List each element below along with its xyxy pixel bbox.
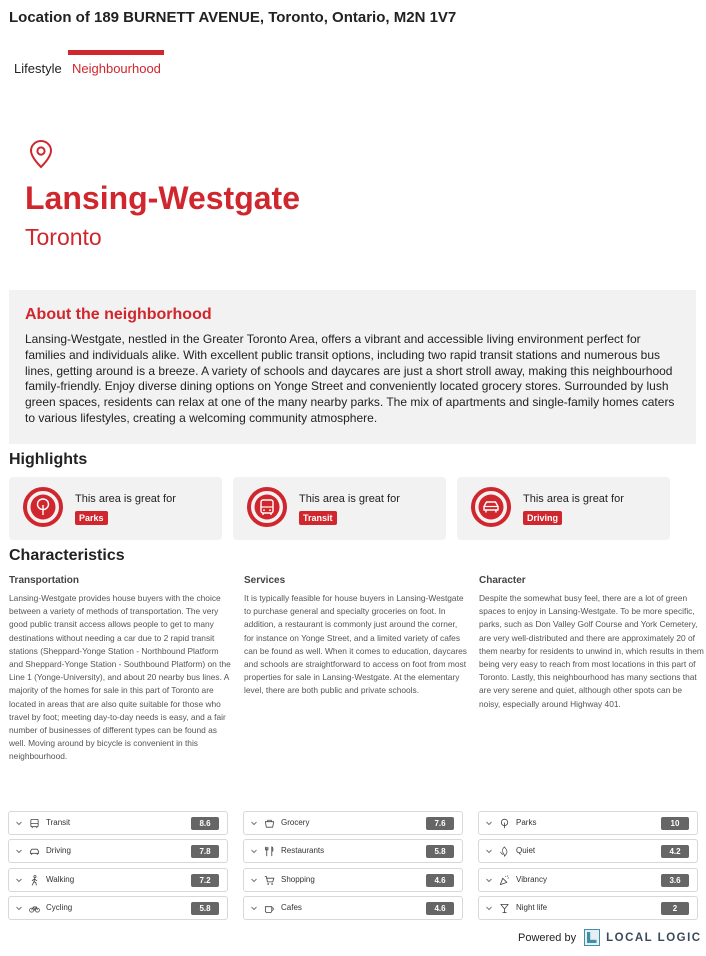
score-row-transit[interactable] xyxy=(8,811,228,835)
chevron-down-icon xyxy=(485,847,493,855)
car-icon xyxy=(470,486,512,528)
score-row-parks[interactable] xyxy=(478,811,698,835)
chevron-down-icon xyxy=(485,819,493,827)
score-label: Cafes xyxy=(281,903,302,912)
characteristics-column-character xyxy=(479,575,704,711)
score-label: Grocery xyxy=(281,818,310,827)
score-value: 2 xyxy=(661,902,689,915)
score-label: Night life xyxy=(516,903,548,912)
neighbourhood-name: Lansing-Westgate xyxy=(25,180,300,216)
location-pin-icon xyxy=(28,139,54,169)
score-label: Restaurants xyxy=(281,846,325,855)
chevron-down-icon xyxy=(15,819,23,827)
score-label: Shopping xyxy=(281,875,315,884)
characteristics-column-transportation xyxy=(9,575,234,764)
bus-icon xyxy=(246,486,288,528)
score-value: 8.6 xyxy=(191,817,219,830)
about-heading: About the neighborhood xyxy=(25,306,212,323)
score-value: 4.2 xyxy=(661,845,689,858)
car-icon xyxy=(29,846,40,857)
tab-lifestyle[interactable]: Lifestyle xyxy=(14,61,62,76)
score-label: Walking xyxy=(46,875,75,884)
restaurant-icon xyxy=(264,846,275,857)
bicycle-icon xyxy=(29,903,40,914)
score-label: Transit xyxy=(46,818,71,827)
score-value: 4.6 xyxy=(426,874,454,887)
shopping-cart-icon xyxy=(264,875,275,886)
quiet-icon xyxy=(499,846,510,857)
column-text: Despite the somewhat busy feel, there are a lot of green spaces to enjoy in Lansing-Westgate. To be more specific, parks, such as Don Valley Golf Course and York Cemetery, are very well-distributed and there are approximately 20 of them nearby for residents to unwind in, which results in them being very easy to reach from most locations in this part of Toronto. Lastly, this neighbourhood has many sections that are very serene and quiet, although other spots can be noisy, especially around Highway 401. xyxy=(479,593,704,709)
chevron-down-icon xyxy=(15,904,23,912)
chevron-down-icon xyxy=(15,847,23,855)
score-row-driving[interactable] xyxy=(8,839,228,863)
score-label: Vibrancy xyxy=(516,875,547,884)
coffee-icon xyxy=(264,903,275,914)
chevron-down-icon xyxy=(250,876,258,884)
tab-neighbourhood[interactable]: Neighbourhood xyxy=(68,50,164,76)
chevron-down-icon xyxy=(485,876,493,884)
score-value: 4.6 xyxy=(426,902,454,915)
highlight-text: This area is great for xyxy=(523,493,624,505)
characteristics-heading: Characteristics xyxy=(9,547,125,564)
highlight-card-transit xyxy=(233,477,446,540)
highlight-text: This area is great for xyxy=(75,493,176,505)
highlight-badge-driving: Driving xyxy=(523,511,562,525)
highlights-heading: Highlights xyxy=(9,451,88,468)
score-row-walking[interactable] xyxy=(8,868,228,892)
column-text: It is typically feasible for house buyers in Lansing-Westgate to purchase general and specialty groceries on foot. In addition, a restaurant is commonly just around the corner, for instance on Yonge Street, and a limited variety of cafes can be found as well. When it comes to education, daycares and schools are straightforward to access on foot from most properties for sale in Lansing-Westgate. At the elementary level, there are both public and private schools. xyxy=(244,593,467,696)
score-row-night-life[interactable] xyxy=(478,896,698,920)
score-value: 3.6 xyxy=(661,874,689,887)
chevron-down-icon xyxy=(15,876,23,884)
score-label: Driving xyxy=(46,846,71,855)
score-row-grocery[interactable] xyxy=(243,811,463,835)
walking-icon xyxy=(29,875,40,886)
score-value: 5.8 xyxy=(426,845,454,858)
highlight-badge-transit: Transit xyxy=(299,511,337,525)
column-text: Lansing-Westgate provides house buyers with the choice between a variety of methods of transportation. The very good public transit access allows people to get to many destinations without needing a car due to 2 rapid transit stations (Sheppard-Yonge Station - Northbound Platform and Sheppard-Yonge Station - Southbound Platform) on the Line 1 (Yonge-University), and about 20 nearby bus lines. A majority of the homes for sale in this part of Toronto are located in areas that are also quite suitable for those who travel by foot; meeting day-to-day needs is easy, and a fair number of businesses of different types can be found as well. Moving around by bicycle is convenient in this neighbourhood. xyxy=(9,593,231,762)
nightlife-icon xyxy=(499,903,510,914)
chevron-down-icon xyxy=(250,819,258,827)
column-title: Transportation xyxy=(9,575,80,586)
tree-icon xyxy=(22,486,64,528)
score-value: 7.8 xyxy=(191,845,219,858)
about-panel xyxy=(9,290,696,444)
highlight-card-parks xyxy=(9,477,222,540)
grocery-icon xyxy=(264,818,275,829)
highlight-text: This area is great for xyxy=(299,493,400,505)
highlight-badge-parks: Parks xyxy=(75,511,108,525)
powered-by-label: Powered by xyxy=(518,931,577,944)
about-text: Lansing-Westgate, nestled in the Greater Toronto Area, offers a vibrant and accessible living environment perfect for families and individuals alike. With excellent public transit options, including two rapid transit stations and numerous bus lines, getting around is a breeze. A variety of schools and daycares are just a short stroll away, making this neighbourhood family-friendly. Enjoy diverse dining options on Yonge Street and conveniently located grocery stores. Surrounded by lush green spaces, residents can relax at one of the many nearby parks. The mix of apartments and single-family homes caters to various lifestyles, creating a welcoming community atmosphere. xyxy=(25,332,675,425)
score-row-cycling[interactable] xyxy=(8,896,228,920)
score-value: 7.6 xyxy=(426,817,454,830)
highlight-card-driving xyxy=(457,477,670,540)
brand-name: LOCAL LOGIC xyxy=(606,931,702,944)
score-label: Cycling xyxy=(46,903,73,912)
column-title: Services xyxy=(244,575,286,586)
chevron-down-icon xyxy=(250,904,258,912)
characteristics-column-services xyxy=(244,575,469,698)
tree-icon xyxy=(499,818,510,829)
bus-icon xyxy=(29,818,40,829)
score-row-shopping[interactable] xyxy=(243,868,463,892)
score-value: 10 xyxy=(661,817,689,830)
column-title: Character xyxy=(479,575,526,586)
score-label: Parks xyxy=(516,818,537,827)
page-title: Location of 189 BURNETT AVENUE, Toronto, Ontario, M2N 1V7 xyxy=(9,9,457,26)
score-row-quiet[interactable] xyxy=(478,839,698,863)
score-row-restaurants[interactable] xyxy=(243,839,463,863)
score-row-cafes[interactable] xyxy=(243,896,463,920)
neighbourhood-city: Toronto xyxy=(25,224,102,250)
chevron-down-icon xyxy=(485,904,493,912)
score-label: Quiet xyxy=(516,846,536,855)
vibrancy-icon xyxy=(499,875,510,886)
score-row-vibrancy[interactable] xyxy=(478,868,698,892)
powered-by xyxy=(518,929,702,946)
chevron-down-icon xyxy=(250,847,258,855)
local-logic-logo-icon xyxy=(584,929,600,946)
score-value: 7.2 xyxy=(191,874,219,887)
score-value: 5.8 xyxy=(191,902,219,915)
